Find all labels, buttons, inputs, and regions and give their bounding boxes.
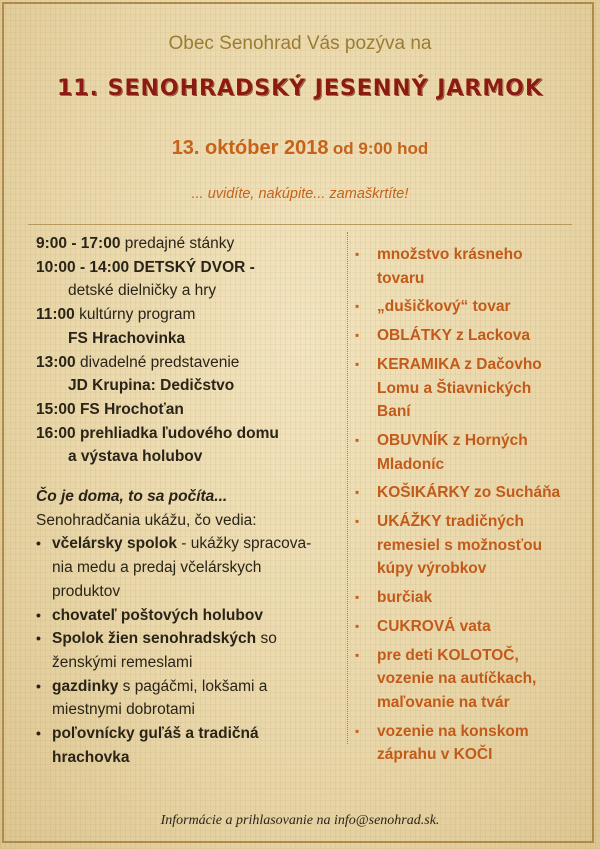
stall-item: ▪ „dušičkový“ tovar bbox=[355, 295, 565, 319]
list-item: • gazdinky s pagáčmi, lokšami a miestnymi dobrotami bbox=[36, 675, 341, 722]
stall-item: ▪ pre deti KOLOTOČ, vozenie na autíčkach, maľovanie na tvár bbox=[355, 644, 565, 715]
program-item-detail: a výstava holubov bbox=[68, 448, 203, 466]
stall-item: ▪ KOŠIKÁRKY zo Sucháňa bbox=[355, 481, 565, 505]
program-item-detail: JD Krupina: Dedičstvo bbox=[68, 377, 235, 395]
program-item: 11:00 kultúrny program bbox=[36, 306, 196, 324]
date-line bbox=[0, 137, 600, 160]
local-section-intro: Senohradčania ukážu, čo vedia: bbox=[36, 511, 257, 529]
program-item-detail: detské dielničky a hry bbox=[68, 282, 217, 300]
event-time: od 9:00 hod bbox=[332, 139, 429, 158]
local-section-heading: Čo je doma, to sa počíta... bbox=[36, 488, 228, 506]
list-item: • chovateľ poštových holubov bbox=[36, 604, 341, 628]
stall-item: ▪ vozenie na konskom záprahu v KOČI bbox=[355, 720, 565, 767]
column-divider bbox=[347, 232, 348, 744]
program-item: 15:00 FS Hrochoťan bbox=[36, 400, 184, 418]
program-column bbox=[36, 232, 341, 769]
stall-item: ▪ KERAMIKA z Dačovho Lomu a Štiavnických Baní bbox=[355, 353, 565, 424]
stall-item: ▪ UKÁŽKY tradičných remesiel s možnosťou kúpy výrobkov bbox=[355, 510, 565, 581]
program-item: 16:00 prehliadka ľudového domu bbox=[36, 424, 279, 442]
stall-item: ▪ CUKROVÁ vata bbox=[355, 615, 565, 639]
tagline: ... uvidíte, nakúpite... zamaškrtíte! bbox=[191, 186, 409, 202]
horizontal-divider bbox=[28, 224, 572, 225]
local-activities-list bbox=[36, 532, 341, 769]
program-item: 9:00 - 17:00 predajné stánky bbox=[36, 235, 235, 252]
program-item: 13:00 divadelné predstavenie bbox=[36, 353, 240, 371]
program-schedule bbox=[36, 232, 341, 469]
list-item: • Spolok žien senohradských so ženskými remeslami bbox=[36, 627, 341, 674]
stall-item: ▪ OBUVNÍK z Horných Mladoníc bbox=[355, 429, 565, 476]
program-item-detail: FS Hrachovinka bbox=[68, 329, 186, 347]
invitation-subtitle: Obec Senohrad Vás pozýva na bbox=[168, 33, 432, 54]
contact-footer: Informácie a prihlasovanie na info@senohrad.sk. bbox=[160, 813, 440, 828]
event-date: 13. október 2018 bbox=[171, 137, 329, 159]
stalls-list bbox=[355, 243, 565, 772]
program-item: 10:00 - 14:00 DETSKÝ DVOR - bbox=[36, 258, 255, 276]
list-item: • poľovnícky guľáš a tradičná hrachovka bbox=[36, 722, 341, 769]
stall-item: ▪ OBLÁTKY z Lackova bbox=[355, 324, 565, 348]
list-item: • včelársky spolok - ukážky spracova- nia medu a predaj včelárskych produktov bbox=[36, 532, 341, 603]
stall-item: ▪ množstvo krásneho tovaru bbox=[355, 243, 565, 290]
event-title: 11. SENOHRADSKÝ JESENNÝ JARMOK bbox=[56, 76, 544, 101]
stall-item: ▪ burčiak bbox=[355, 586, 565, 610]
